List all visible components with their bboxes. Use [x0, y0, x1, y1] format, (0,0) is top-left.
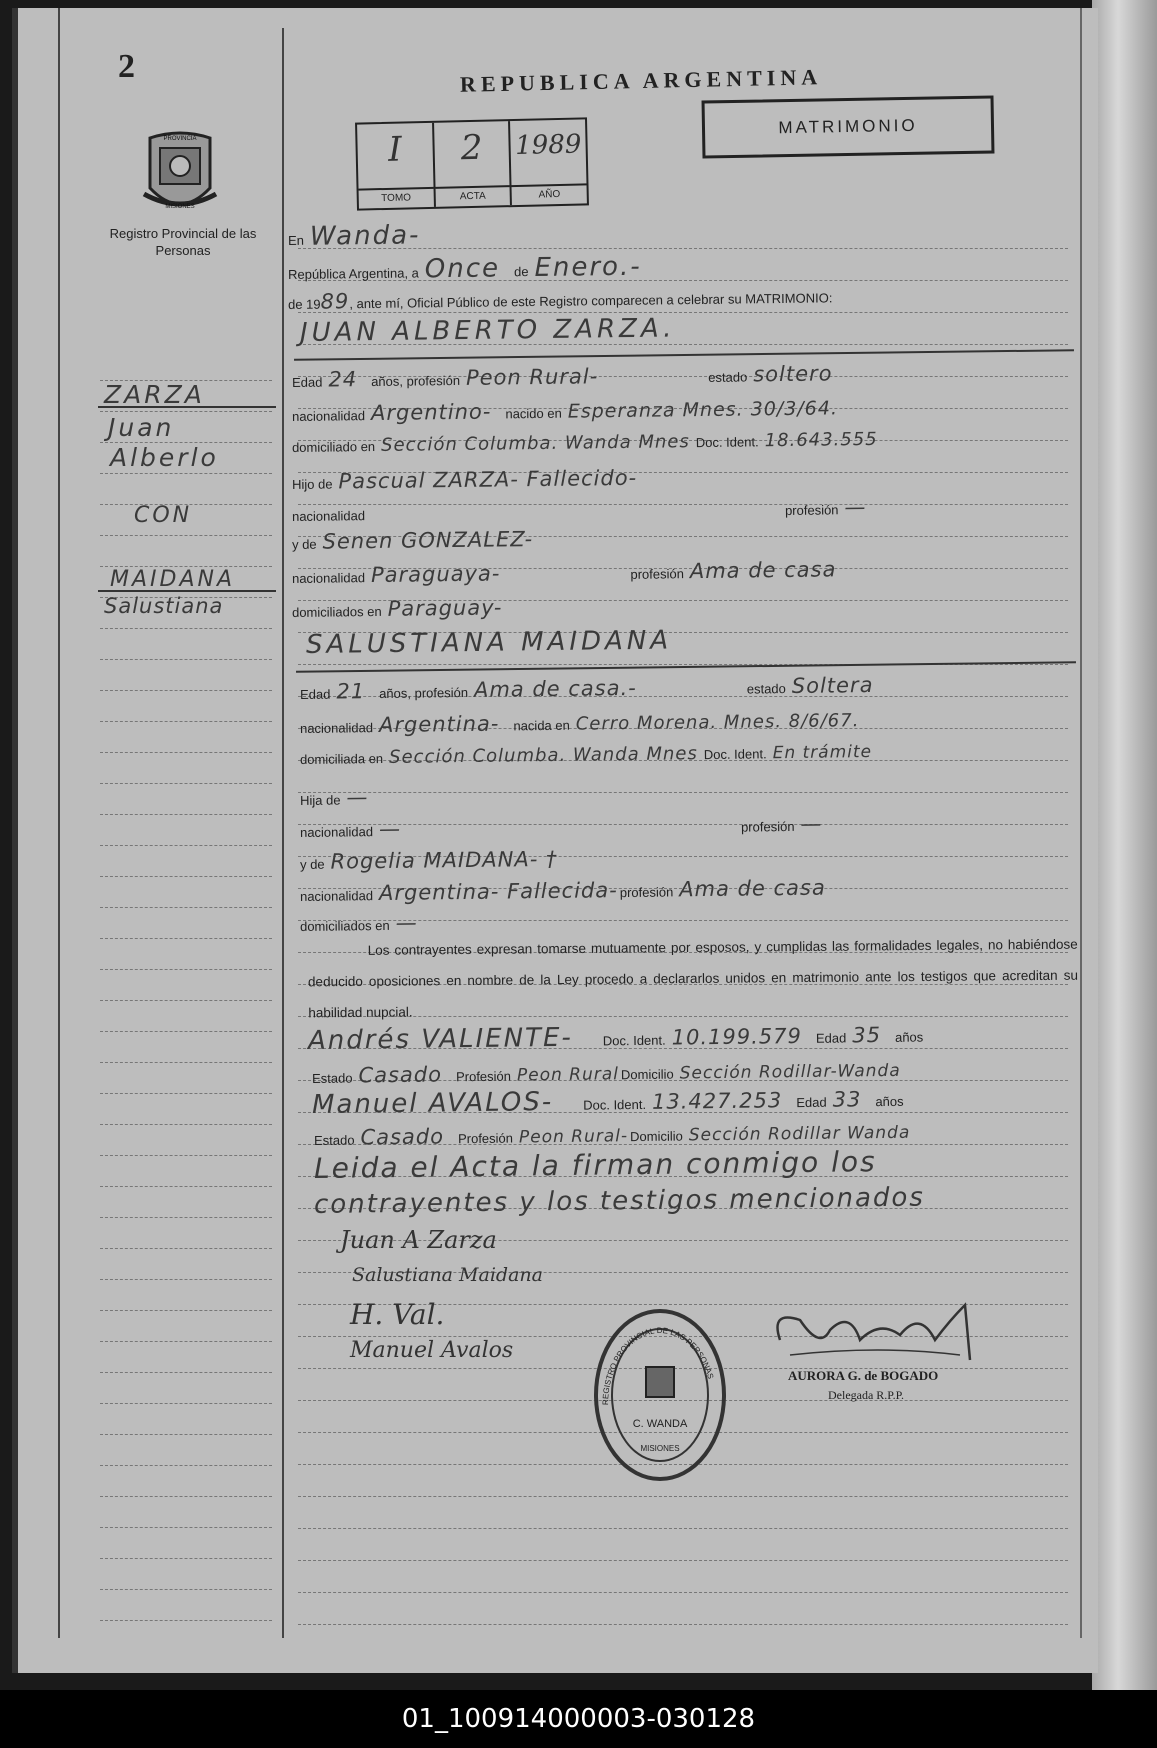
groom-doc: 18.643.555 — [764, 428, 878, 452]
ruled-line — [100, 1031, 272, 1032]
groom-madre-nac: Paraguaya- — [370, 561, 501, 588]
intro-date-line — [288, 252, 656, 286]
groom-father-line — [292, 466, 651, 494]
ruled-line — [100, 876, 272, 877]
en-label: En — [287, 232, 305, 248]
intro-place-line — [288, 220, 435, 252]
witness1-doc-label: Doc. Ident. — [602, 1032, 666, 1049]
groom-estado: soltero — [753, 361, 833, 387]
official-signature-icon — [760, 1300, 1000, 1370]
ano-label: AÑO — [512, 183, 587, 205]
bride-padre-nac: — — [378, 816, 402, 842]
acta-label: ACTA — [435, 185, 510, 207]
crest-top-text: PROVINCIA — [163, 136, 197, 142]
margin-con: CON — [134, 503, 193, 528]
bride-nac-label: nacionalidad — [299, 720, 374, 736]
ruled-line — [298, 1624, 1068, 1625]
bride-madre: Rogelia MAIDANA- † — [330, 846, 558, 874]
ruled-line — [100, 752, 272, 753]
bride-padre-prof: — — [800, 811, 823, 836]
bride-domiciliada: Sección Columba. Wanda Mnes — [388, 743, 698, 768]
tomo-cell — [357, 123, 436, 209]
groom-padre: Pascual ZARZA- Fallecido- — [338, 465, 638, 494]
ruled-line — [100, 783, 272, 784]
ruled-line — [100, 1186, 272, 1187]
bride-name-line — [306, 625, 686, 660]
groom-mother-line — [292, 527, 547, 554]
seal-town-text: C. WANDA — [632, 1418, 688, 1430]
bride-doc: En trámite — [772, 742, 873, 764]
bride-nacida-label: nacida en — [513, 717, 570, 734]
legal-statement: Los contrayentes expresan tomarse mutuamente por esposos, y cumplidas las formalidades legales, no habiéndose deducido oposiciones en nombre de la Ley procedo a declararlos unidos en matrimonio ante los testigos que acreditan su habilidad nupcial. — [307, 936, 1079, 1021]
groom-nac-label: nacionalidad — [291, 408, 366, 424]
witness2-edad: 33 — [832, 1087, 862, 1112]
ruled-line — [100, 1124, 272, 1125]
ruled-line — [100, 535, 272, 536]
registry-label: Registro Provincial de las Personas — [109, 226, 257, 258]
ruled-line — [100, 1465, 272, 1466]
bride-father-line — [300, 785, 383, 810]
witness1-domicilio-label: Domicilio — [620, 1066, 674, 1083]
republica-label: República Argentina, a — [287, 265, 419, 282]
groom-edad-label: Edad — [291, 374, 323, 390]
witness1-profesion-label: Profesión — [455, 1068, 512, 1085]
official-name: AURORA G. de BOGADO — [788, 1368, 939, 1383]
groom-madre: Senen GONZALEZ- — [322, 527, 534, 554]
witness1-doc: 10.199.579 — [671, 1023, 803, 1050]
witness2-profesion: Peon Rural- — [518, 1126, 629, 1148]
margin-underline2 — [98, 590, 276, 592]
bride-madre-prof-label: profesión — [619, 884, 674, 901]
groom-full-name: JUAN ALBERTO ZARZA. — [299, 313, 676, 348]
closing-note-1: Leida el Acta la firman conmigo los — [313, 1145, 877, 1185]
ruled-line — [100, 1217, 272, 1218]
groom-hijo-label: Hijo de — [291, 476, 333, 492]
groom-parents-address-line — [292, 595, 517, 622]
groom-y-de-label: y de — [291, 536, 317, 552]
witness2-profesion-label: Profesión — [457, 1130, 514, 1147]
groom-nacido-label: nacido en — [505, 405, 562, 422]
witness2-domicilio: Sección Rodillar Wanda — [688, 1122, 911, 1146]
ruled-line — [100, 1000, 272, 1001]
groom-dom-label: domiciliado en — [291, 438, 376, 455]
ruled-line — [100, 690, 272, 691]
witness1-name: Andrés VALIENTE- — [307, 1022, 573, 1056]
bride-madre-prof: Ama de casa — [679, 875, 826, 902]
ruled-line — [100, 659, 272, 660]
bride-madre-nac: Argentina- Fallecida- — [378, 878, 618, 906]
margin-name2: Salustiana — [104, 594, 224, 618]
groom-profesion-label: años, profesión — [371, 372, 461, 390]
bride-dom-label: domiciliada en — [299, 750, 384, 767]
bride-edad-label: Edad — [299, 686, 331, 702]
bride-padres-dom: — — [395, 910, 418, 935]
ruled-line — [298, 1592, 1068, 1593]
groom-padre-prof: — — [844, 494, 867, 520]
groom-madre-nac-label: nacionalidad — [291, 570, 366, 586]
year-prefix: de 19 — [287, 296, 321, 312]
tomo-label: TOMO — [359, 187, 434, 209]
bride-full-name: SALUSTIANA MAIDANA — [305, 625, 673, 660]
ruled-line — [100, 1155, 272, 1156]
ruled-line — [100, 1248, 272, 1249]
groom-padre-prof-label: profesión — [784, 502, 839, 518]
witness1-estado-label: Estado — [311, 1070, 353, 1086]
book-reference-box — [355, 117, 589, 210]
groom-profesion: Peon Rural- — [465, 364, 599, 390]
bride-padre-nac-label: nacionalidad — [299, 824, 374, 840]
bride-doc-label: Doc. Ident. — [703, 746, 767, 763]
bride-profesion: Ama de casa.- — [473, 675, 637, 702]
province-crest-icon — [140, 128, 220, 220]
ruled-line — [100, 1403, 272, 1404]
bride-padre-prof-label: profesión — [740, 818, 795, 835]
ruled-line — [100, 1310, 272, 1311]
groom-domiciliado: Sección Columba. Wanda Mnes — [380, 431, 690, 456]
year-suffix: 89 — [320, 289, 350, 314]
bride-mother-line — [300, 847, 572, 874]
ruled-line — [100, 1620, 272, 1621]
ruled-line — [298, 1528, 1068, 1529]
groom-edad: 24 — [328, 367, 358, 392]
groom-nacionalidad: Argentino- — [370, 399, 492, 426]
witness2-estado: Casado — [360, 1124, 445, 1150]
seal-arc-text: REGISTRO PROVINCIAL DE LAS PERSONAS — [600, 1325, 716, 1406]
ruled-line — [100, 1434, 272, 1435]
ruled-line — [100, 1062, 272, 1063]
ruled-line — [100, 814, 272, 815]
seal-province-text: MISIONES — [640, 1444, 680, 1453]
crest-bottom-text: MISIONES — [165, 204, 195, 210]
groom-name-line — [300, 313, 690, 348]
bride-padres-dom-label: domiciliados en — [299, 917, 390, 934]
bride-padre: — — [346, 785, 369, 810]
page-edge-line — [58, 8, 60, 1638]
ruled-line — [100, 1496, 272, 1497]
groom-padre-nac-label: nacionalidad — [291, 508, 366, 524]
bride-estado-label: estado — [746, 681, 786, 697]
scan-id-footer: 01_100914000003-030128 — [0, 1690, 1157, 1748]
bride-profesion-label: años, profesión — [379, 684, 469, 702]
groom-nacido: Esperanza Mnes. 30/3/64. — [567, 397, 839, 423]
bride-nacida: Cerro Morena. Mnes. 8/6/67. — [575, 710, 860, 735]
margin-divider — [282, 28, 284, 1638]
margin-underline1 — [98, 406, 276, 408]
closing-note-2: contrayentes y los testigos mencionados — [313, 1182, 926, 1220]
witness2-domicilio-label: Domicilio — [629, 1128, 683, 1145]
groom-padres-dom-label: domiciliados en — [291, 603, 382, 620]
witness2-doc-label: Doc. Ident. — [583, 1096, 647, 1113]
groom-doc-label: Doc. Ident. — [695, 434, 759, 451]
witness2-estado-label: Estado — [313, 1132, 355, 1148]
ruled-line — [100, 969, 272, 970]
ano-cell — [510, 119, 587, 205]
ruled-line — [100, 845, 272, 846]
witness2-anos-label: años — [875, 1093, 904, 1110]
acta-cell — [434, 121, 513, 207]
witness2-edad-label: Edad — [796, 1094, 827, 1111]
margin-surname1: ZARZA — [104, 380, 205, 409]
record-type-box: MATRIMONIO — [702, 95, 995, 158]
ruled-line — [298, 1496, 1068, 1497]
witness1-edad-label: Edad — [815, 1030, 847, 1046]
groom-estado-label: estado — [708, 369, 748, 385]
bride-y-de-label: y de — [299, 856, 325, 872]
ruled-line — [100, 1372, 272, 1373]
closing-note-line1 — [314, 1145, 891, 1185]
margin-surname2: MAIDANA — [110, 567, 236, 592]
bride-nacionalidad: Argentina- — [378, 711, 500, 738]
ruled-line — [100, 1093, 272, 1094]
signature-groom: Juan A Zarza — [340, 1226, 497, 1254]
ruled-line — [100, 938, 272, 939]
bride-madre-nac-label: nacionalidad — [299, 888, 374, 904]
ruled-line — [298, 1560, 1068, 1561]
bride-parents-address-line — [300, 910, 432, 936]
signature-witness1: H. Val. — [350, 1298, 445, 1331]
bride-estado: Soltera — [791, 672, 874, 698]
margin-name1a: Juan — [108, 413, 175, 442]
registry-seal-icon — [590, 1305, 730, 1485]
place-value: Wanda- — [309, 220, 421, 252]
right-edge-line — [1080, 8, 1082, 1638]
bride-edad: 21 — [336, 679, 366, 704]
groom-padres-dom: Paraguay- — [387, 595, 503, 621]
witness2-name: Manuel AVALOS- — [311, 1087, 554, 1120]
official-role: Delegada R.P.P. — [828, 1388, 904, 1402]
ruled-line — [100, 473, 272, 474]
intro-sentence: , ante mí, Oficial Público de este Registro comparecen a celebrar su MATRIMONIO: — [349, 290, 833, 312]
de-label: de — [513, 264, 529, 280]
ruled-line — [298, 792, 1068, 793]
ruled-line — [100, 721, 272, 722]
ruled-line — [100, 1558, 272, 1559]
ruled-line — [100, 1279, 272, 1280]
page-number: 2 — [118, 48, 135, 85]
witness1-anos-label: años — [894, 1029, 924, 1045]
witness1-edad: 35 — [852, 1023, 882, 1048]
ano-value: 1989 — [514, 129, 582, 162]
ruled-line — [100, 1589, 272, 1590]
witness1-profesion: Peon Rural — [516, 1064, 620, 1086]
witness2-doc: 13.427.253 — [651, 1088, 783, 1114]
tomo-value: I — [387, 129, 403, 170]
ruled-line — [100, 1527, 272, 1528]
groom-madre-prof: Ama de casa — [689, 557, 837, 584]
ruled-line — [100, 628, 272, 629]
groom-madre-prof-label: profesión — [630, 566, 685, 582]
country-title: REPUBLICA ARGENTINA — [459, 64, 823, 97]
signature-witness2: Manuel Avalos — [350, 1338, 514, 1363]
witness1-domicilio: Sección Rodillar-Wanda — [679, 1060, 901, 1084]
witness1-estado: Casado — [358, 1062, 443, 1088]
ruled-line — [100, 1341, 272, 1342]
month-value: Enero.- — [534, 251, 642, 283]
margin-name1b: Alberlo — [110, 443, 219, 472]
signature-bride: Salustiana Maidana — [352, 1264, 543, 1286]
book-spine — [1092, 0, 1157, 1690]
bride-hija-label: Hija de — [299, 792, 341, 808]
day-value: Once — [424, 253, 501, 285]
ruled-line — [100, 411, 272, 412]
ruled-line — [100, 907, 272, 908]
acta-value: 2 — [460, 127, 483, 169]
